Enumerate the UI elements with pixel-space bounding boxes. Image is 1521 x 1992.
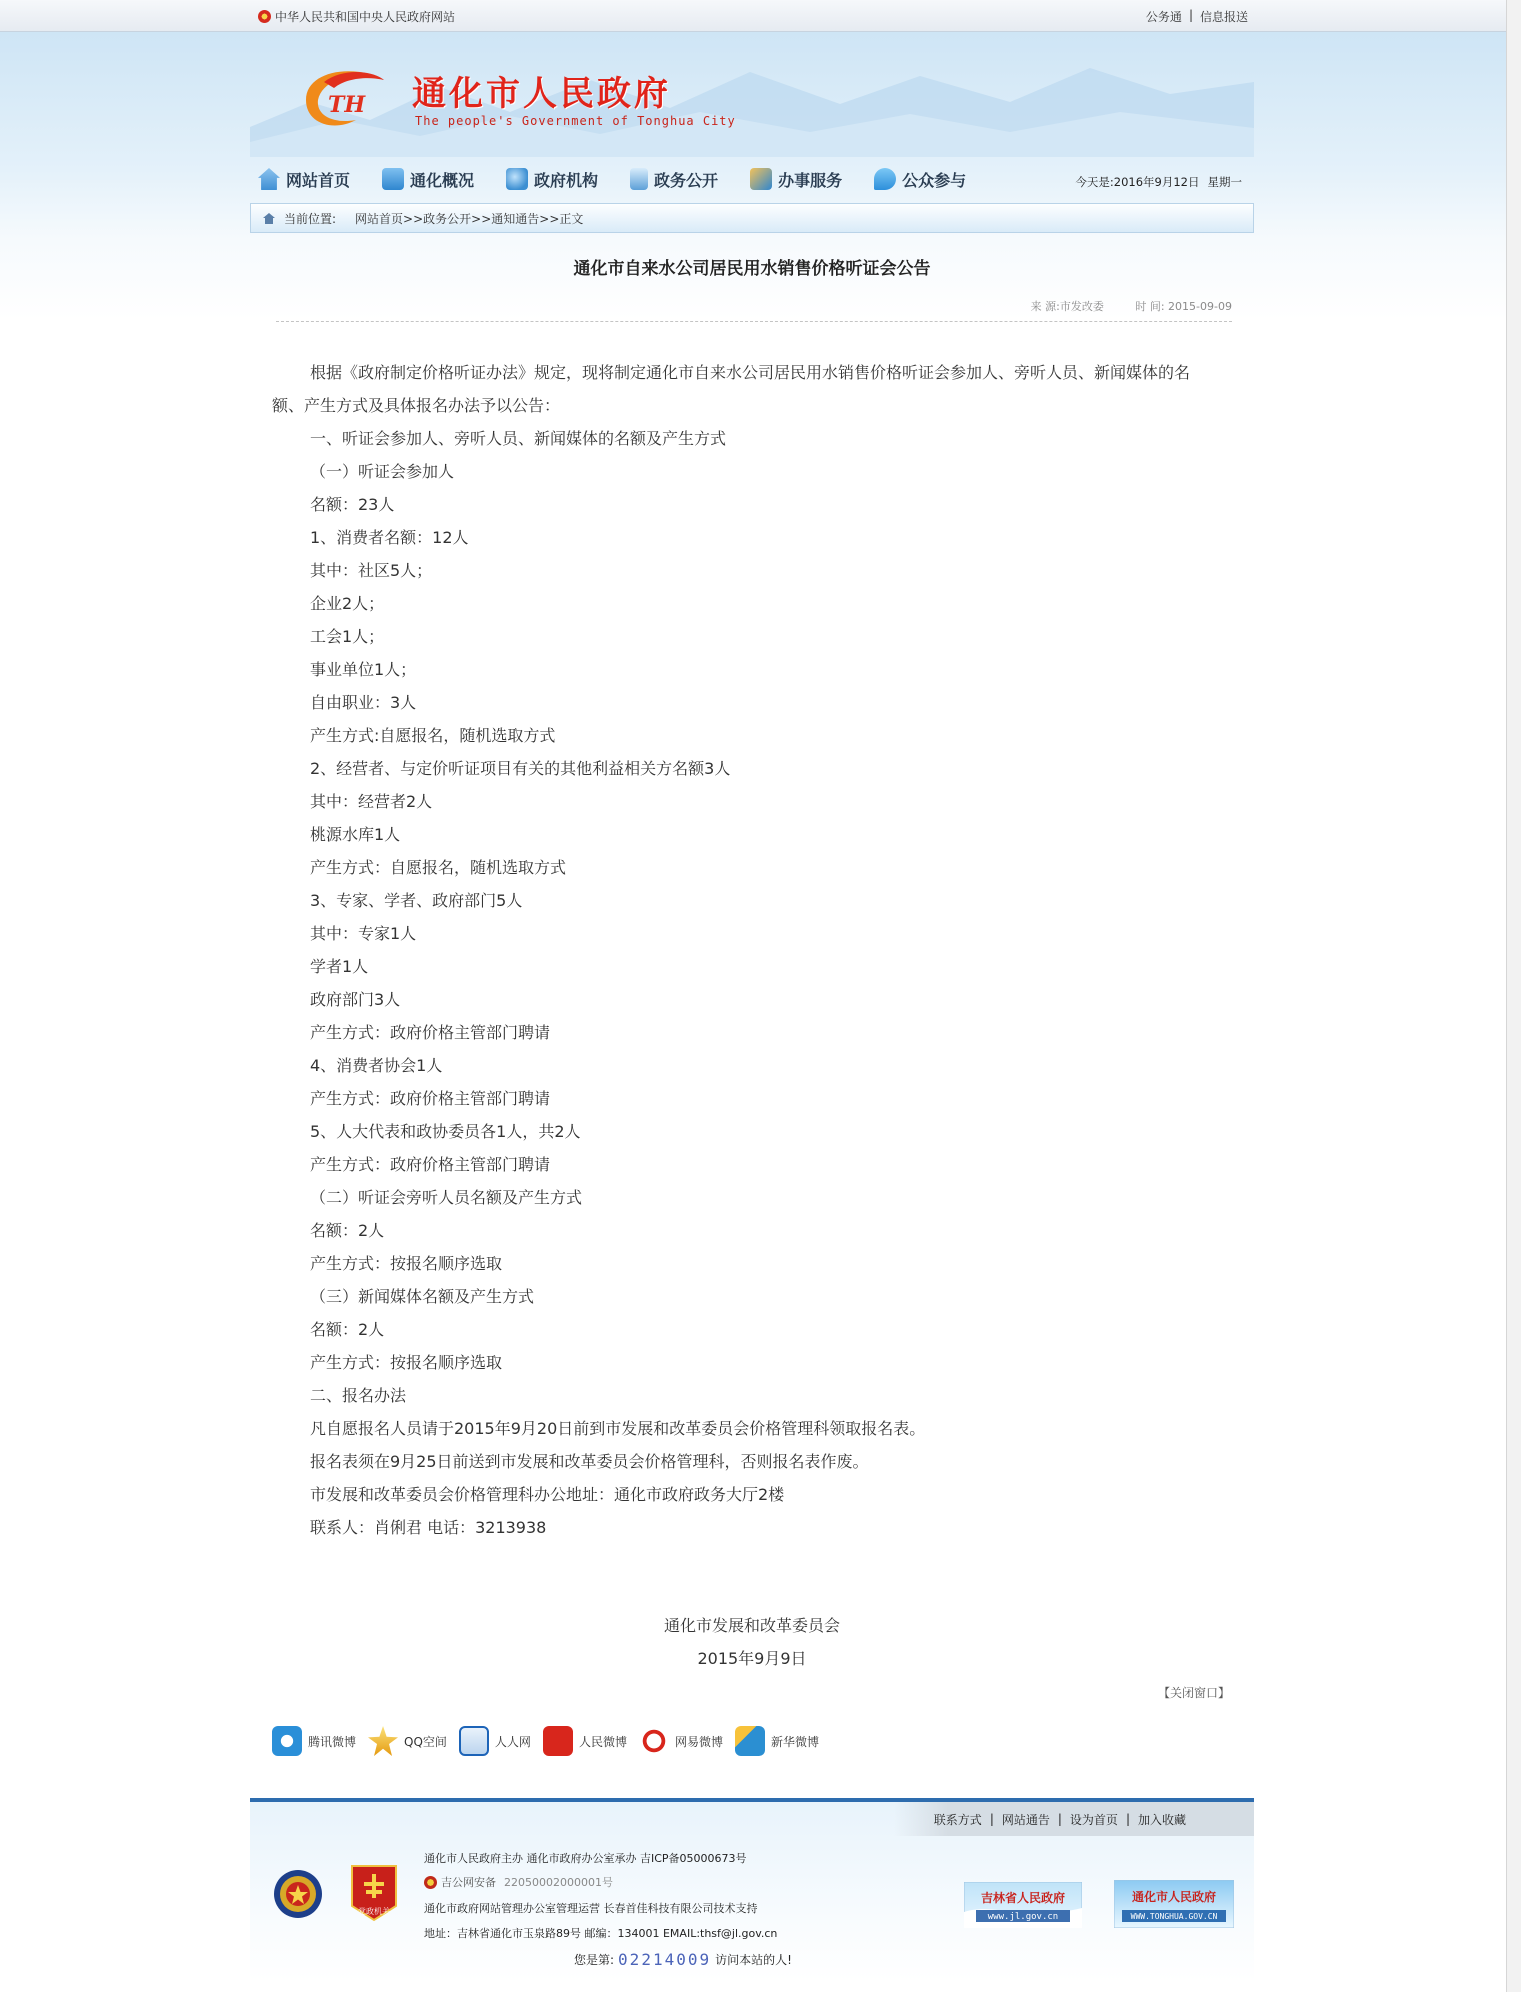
counter-value: 02214009 [618, 1950, 712, 1969]
link-gongwutong[interactable]: 公务通 [1145, 10, 1182, 24]
article-lines [272, 422, 1212, 1544]
window-scrollbar[interactable] [1506, 0, 1521, 1992]
nav-participation-label: 公众参与 [902, 170, 967, 190]
article-line: 产生方式：按报名顺序选取 [310, 1254, 503, 1273]
article-line: 凡自愿报名人员请于2015年9月20日前到市发展和改革委员会价格管理科领取报名表。 [310, 1419, 926, 1438]
nav-participation[interactable] [866, 168, 966, 191]
download-box-icon [382, 168, 404, 190]
breadcrumb-prefix: 当前位置: [284, 211, 337, 226]
article-line: 其中：经营者2人 [310, 792, 433, 811]
article-line: 事业单位1人； [310, 660, 417, 679]
site-subtitle: The people's Government of Tonghua City [415, 114, 736, 128]
main-nav [250, 160, 1254, 198]
weekday-label: 星期一 [1207, 175, 1242, 189]
security-label: 吉公网安备 [441, 1876, 496, 1889]
signature-org: 通化市发展和改革委员会 [663, 1616, 840, 1635]
netease-weibo-icon [639, 1726, 669, 1756]
gov-agency-badge-icon[interactable] [348, 1862, 400, 1922]
counter-suffix: 访问本站的人! [715, 1953, 792, 1967]
separator: | [1125, 1812, 1130, 1826]
breadcrumb-path[interactable]: 网站首页>>政务公开>>通知通告>>正文 [355, 211, 584, 226]
top-links [1146, 8, 1248, 25]
share-label: 腾讯微博 [308, 1734, 357, 1749]
document-icon [630, 168, 648, 190]
tonghua-logo-icon [298, 62, 388, 132]
article-line: 其中：专家1人 [310, 924, 417, 943]
nav-overview[interactable] [374, 168, 474, 191]
tencent-weibo-icon [272, 1726, 302, 1756]
visit-counter [574, 1950, 792, 1969]
security-number: 22050002000001号 [504, 1876, 613, 1889]
article-line: 1、消费者名额：12人 [310, 528, 469, 547]
nav-services-label: 办事服务 [778, 170, 843, 190]
article-line: 产生方式：自愿报名，随机选取方式 [310, 858, 567, 877]
article-line: 4、消费者协会1人 [310, 1056, 443, 1075]
article-line: 一、听证会参加人、旁听人员、新闻媒体的名额及产生方式 [310, 429, 727, 448]
tonghua-banner-title: 通化市人民政府 [1131, 1890, 1217, 1904]
share-label: 新华微博 [770, 1734, 819, 1749]
article-line: 桃源水库1人 [310, 825, 401, 844]
renren-icon [459, 1726, 489, 1756]
footer-link-bookmark[interactable]: 加入收藏 [1137, 1812, 1186, 1827]
national-emblem-icon [258, 10, 271, 23]
breadcrumb [250, 203, 1254, 233]
article-title: 通化市自来水公司居民用水销售价格听证会公告 [573, 259, 931, 279]
nav-home[interactable] [250, 168, 350, 191]
share-netease-weibo[interactable] [639, 1726, 723, 1756]
central-gov-link[interactable] [258, 8, 455, 25]
nav-open-affairs-label: 政务公开 [654, 170, 719, 190]
globe-icon [506, 168, 528, 190]
share-label: QQ空间 [404, 1734, 447, 1749]
footer-line-operator: 通化市政府网站管理办公室管理运营 长春首佳科技有限公司技术支持 [424, 1902, 758, 1915]
footer-line-address: 地址：吉林省通化市玉泉路89号 邮编：134001 EMAIL:thsf@jl.gov.cn [424, 1927, 778, 1940]
article-line: 企业2人； [310, 594, 385, 613]
share-people-weibo[interactable] [543, 1726, 627, 1756]
divider [276, 321, 1232, 322]
central-gov-label: 中华人民共和国中央人民政府网站 [275, 10, 456, 24]
article-line: 工会1人； [310, 627, 385, 646]
article-line: 产生方式：政府价格主管部门聘请 [310, 1023, 551, 1042]
date-label: 今天是:2016年9月12日 [1075, 175, 1200, 189]
footer-link-set-home[interactable]: 设为首页 [1069, 1812, 1118, 1827]
separator: | [1188, 8, 1193, 22]
article-line: 名额：2人 [310, 1320, 385, 1339]
article-meta [250, 298, 1232, 314]
chat-bubble-icon [874, 168, 896, 190]
footer-link-contact[interactable]: 联系方式 [933, 1812, 982, 1827]
police-badge-icon[interactable] [272, 1866, 324, 1922]
article-line: （一）听证会参加人 [310, 462, 455, 481]
link-info-report[interactable]: 信息报送 [1199, 10, 1248, 24]
mountain-background [250, 32, 1254, 157]
signature-block [250, 1609, 1254, 1675]
tonghua-gov-banner[interactable] [1114, 1880, 1234, 1928]
article-line: 产生方式：政府价格主管部门聘请 [310, 1089, 551, 1108]
share-tencent-weibo[interactable] [272, 1726, 356, 1756]
counter-prefix: 您是第: [574, 1953, 615, 1967]
article-line: 2、经营者、与定价听证项目有关的其他利益相关方名额3人 [310, 759, 731, 778]
share-bar [272, 1726, 825, 1756]
nav-agencies[interactable] [498, 168, 598, 191]
article-line: 名额：23人 [310, 495, 395, 514]
nav-home-label: 网站首页 [286, 170, 351, 190]
article-line: 报名表须在9月25日前送到市发展和改革委员会价格管理科，否则报名表作废。 [310, 1452, 869, 1471]
close-window-link[interactable]: 【关闭窗口】 [1157, 1686, 1230, 1700]
footer-links [894, 1802, 1254, 1836]
share-qzone[interactable] [368, 1726, 447, 1756]
share-label: 人人网 [494, 1734, 531, 1749]
article-line: 二、报名办法 [310, 1386, 407, 1405]
top-strip [0, 0, 1506, 32]
site-title: 通化市人民政府 [412, 74, 671, 114]
article-line: 3、专家、学者、政府部门5人 [310, 891, 523, 910]
jilin-gov-banner[interactable] [964, 1882, 1082, 1928]
site-banner [250, 32, 1254, 157]
share-label: 网易微博 [674, 1734, 723, 1749]
badge-text: 党政机关 [358, 1907, 390, 1916]
qzone-icon [368, 1726, 398, 1756]
article-line: （二）听证会旁听人员名额及产生方式 [310, 1188, 583, 1207]
handshake-icon [750, 168, 772, 190]
article-intro: 根据《政府制定价格听证办法》规定，现将制定通化市自来水公司居民用水销售价格听证会参加人、旁听人员、新闻媒体的名额、产生方式及具体报名办法予以公告： [272, 363, 1191, 415]
security-emblem-icon [424, 1876, 437, 1889]
signature-date: 2015年9月9日 [697, 1649, 807, 1668]
article-line: （三）新闻媒体名额及产生方式 [310, 1287, 535, 1306]
article-line: 市发展和改革委员会价格管理科办公地址：通化市政府政务大厅2楼 [310, 1485, 785, 1504]
share-renren[interactable] [459, 1726, 531, 1756]
article-line: 联系人：肖俐君 电话：3213938 [310, 1518, 547, 1537]
nav-services[interactable] [742, 168, 842, 191]
article-body [272, 356, 1212, 1544]
article-time: 时 间: 2015-09-09 [1135, 300, 1232, 313]
article-line: 学者1人 [310, 957, 369, 976]
article-source: 来 源:市发改委 [1030, 300, 1104, 313]
xinhua-weibo-icon [735, 1726, 765, 1756]
article-line: 名额：2人 [310, 1221, 385, 1240]
breadcrumb-home-icon [263, 213, 275, 224]
article-line: 产生方式：政府价格主管部门聘请 [310, 1155, 551, 1174]
article-line: 其中：社区5人； [310, 561, 433, 580]
footer-line-host: 通化市人民政府主办 通化市政府办公室承办 吉ICP备05000673号 [424, 1852, 747, 1865]
article-line: 产生方式：按报名顺序选取 [310, 1353, 503, 1372]
article-line: 政府部门3人 [310, 990, 401, 1009]
footer [250, 1802, 1254, 1982]
footer-line-security [424, 1874, 613, 1890]
people-weibo-icon [543, 1726, 573, 1756]
jilin-banner-url: www.jl.gov.cn [987, 1912, 1059, 1922]
today-date [1075, 174, 1242, 190]
tonghua-banner-url: WWW.TONGHUA.GOV.CN [1130, 1912, 1218, 1921]
nav-open-affairs[interactable] [622, 168, 718, 191]
share-label: 人民微博 [578, 1734, 627, 1749]
article-line: 5、人大代表和政协委员各1人，共2人 [310, 1122, 581, 1141]
article-line: 自由职业：3人 [310, 693, 417, 712]
separator: | [1057, 1812, 1062, 1826]
home-icon [258, 168, 280, 190]
separator: | [989, 1812, 994, 1826]
nav-agencies-label: 政府机构 [534, 170, 599, 190]
article-line: 产生方式:自愿报名，随机选取方式 [310, 726, 556, 745]
share-xinhua-weibo[interactable] [735, 1726, 819, 1756]
jilin-banner-title: 吉林省人民政府 [980, 1891, 1066, 1905]
footer-link-notice[interactable]: 网站通告 [1001, 1812, 1050, 1827]
nav-overview-label: 通化概况 [410, 170, 475, 190]
svg-text:TH: TH [328, 92, 366, 118]
